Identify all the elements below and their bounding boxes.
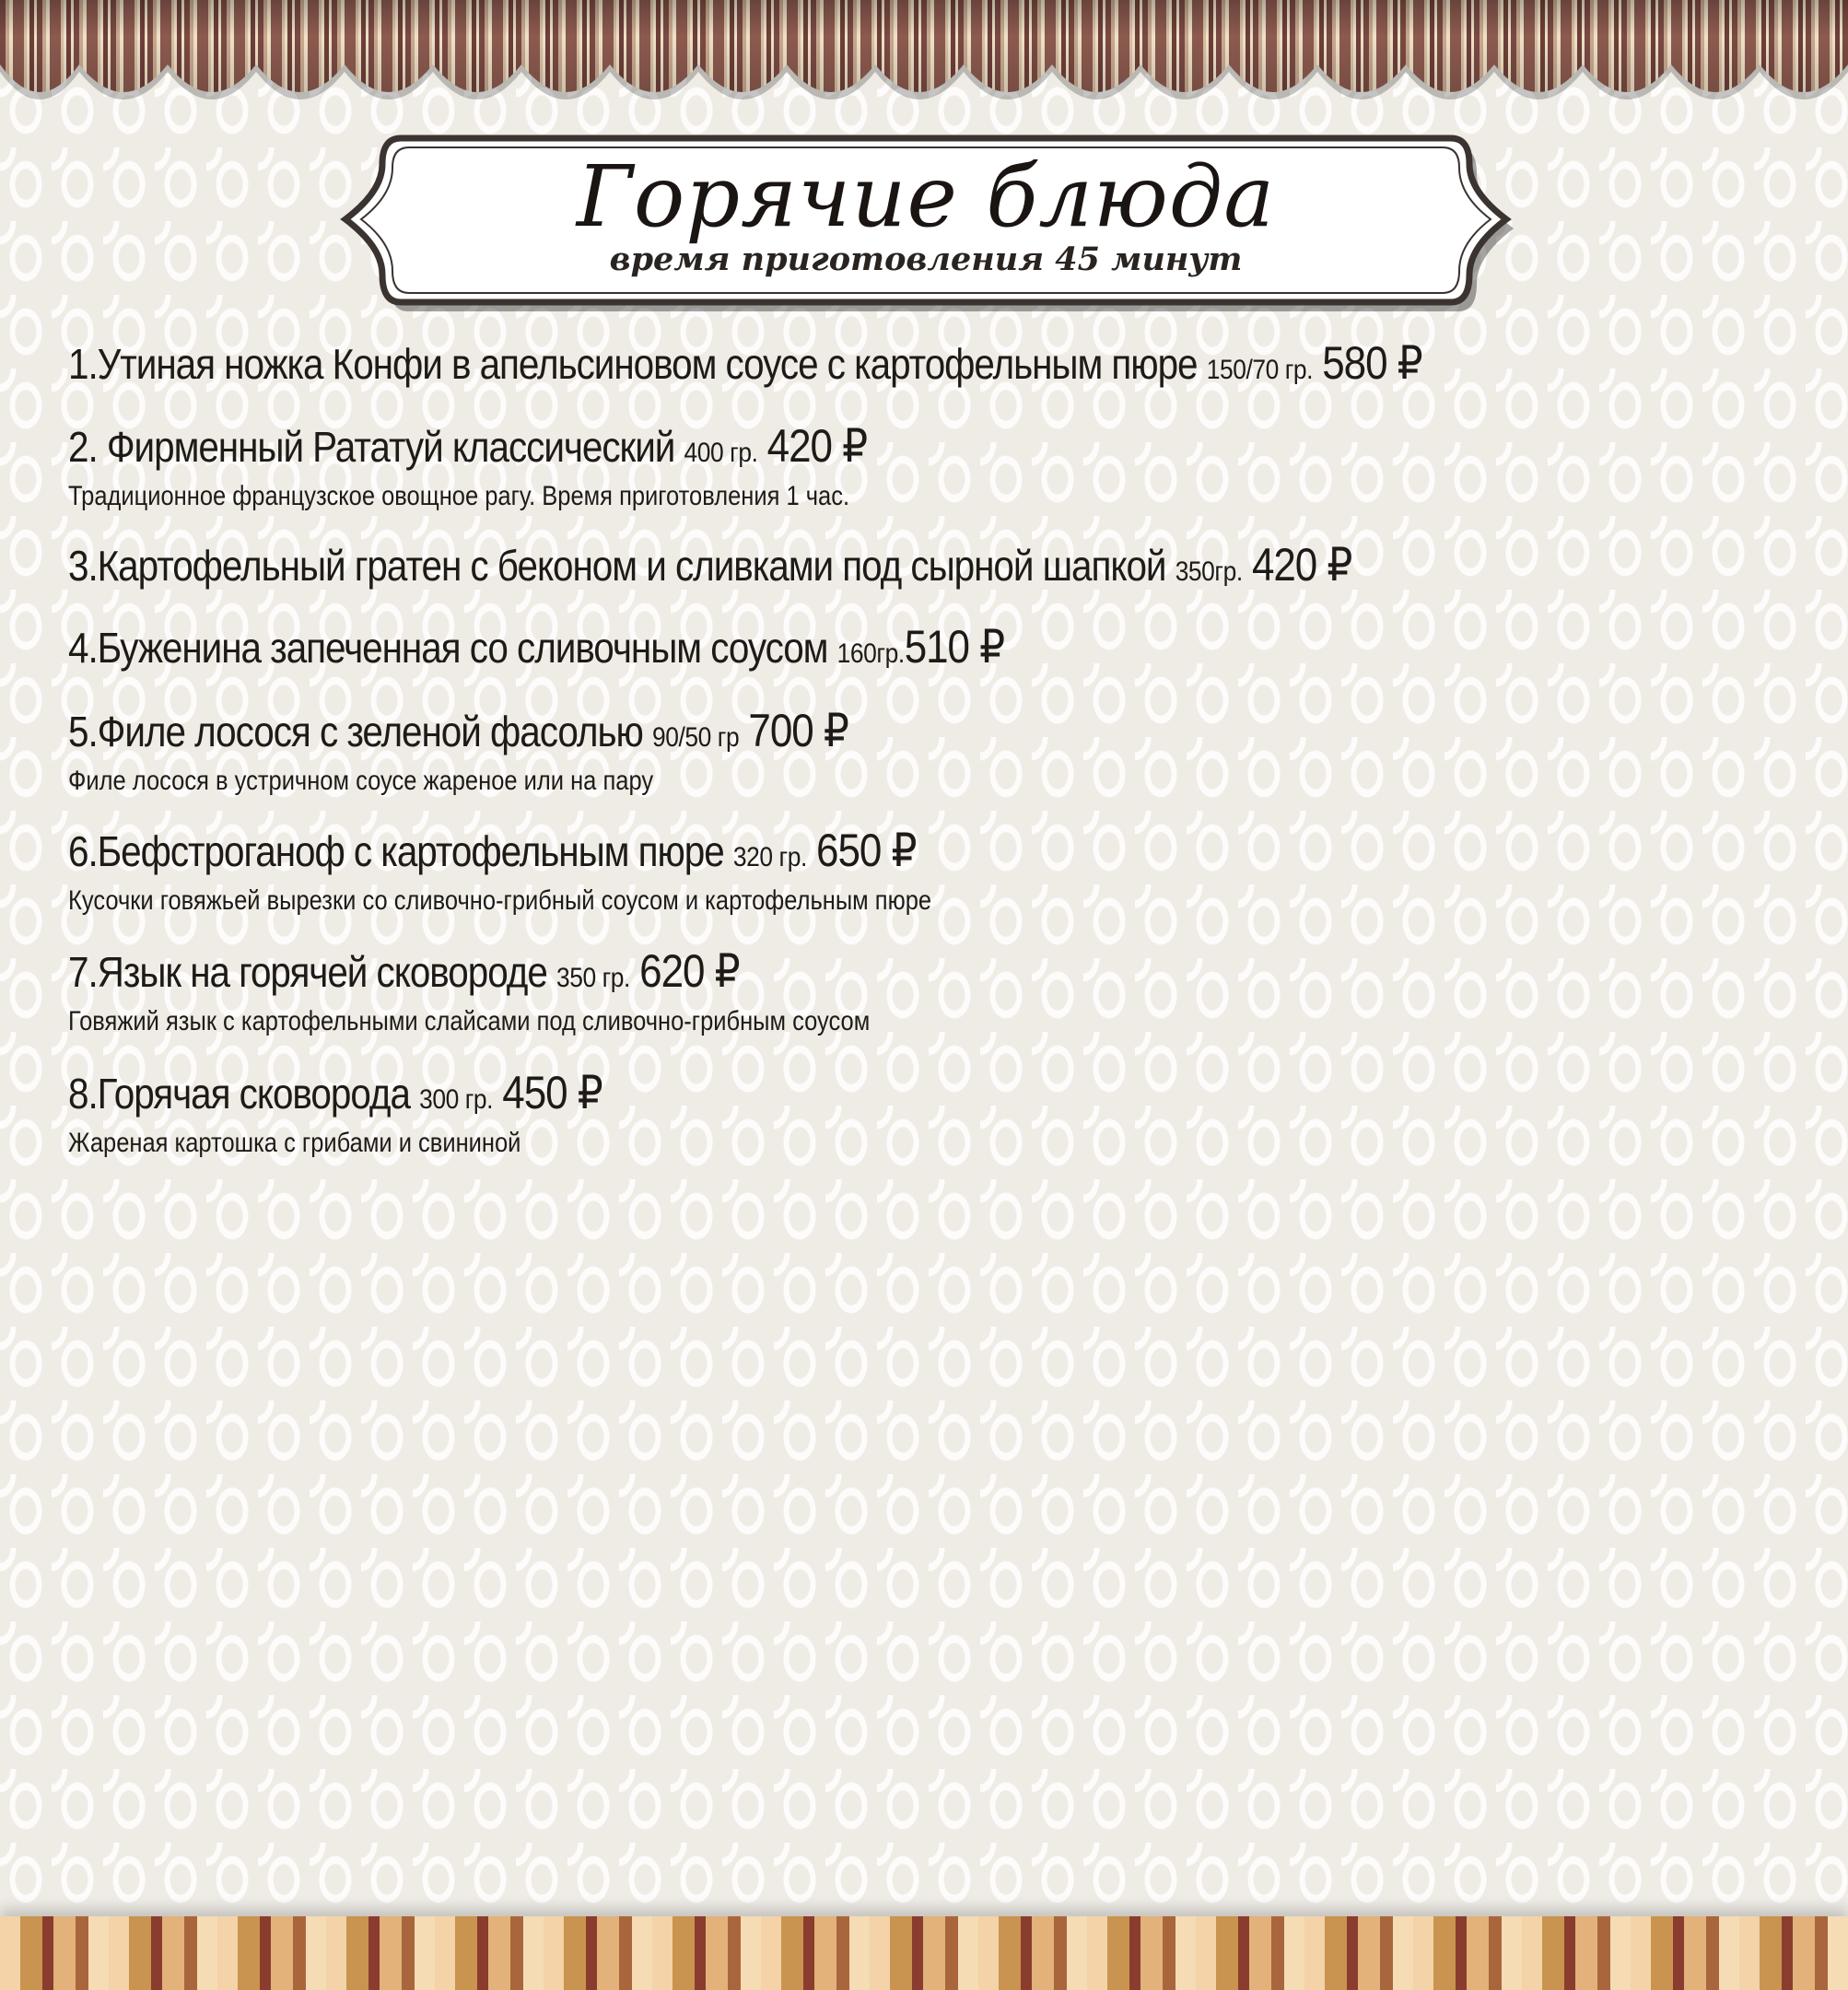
item-description: Филе лосося в устричном соусе жареное или на пару — [68, 766, 654, 796]
menu-item — [68, 944, 1800, 1038]
page-title: Горячие блюда — [576, 147, 1276, 246]
item-weight: 160гр. — [836, 638, 905, 669]
item-name: 6.Бефстроганоф с картофельным пюре — [68, 827, 724, 875]
item-price: 700 ₽ — [748, 705, 848, 756]
item-weight: 320 гр. — [732, 842, 807, 872]
item-description: Жареная картошка с грибами и свининой — [68, 1128, 521, 1158]
item-price: 650 ₽ — [816, 825, 917, 876]
item-price: 420 ₽ — [1251, 539, 1352, 591]
page-subtitle: время приготовления 45 минут — [609, 240, 1243, 278]
item-weight: 400 гр. — [684, 438, 758, 468]
title-plaque — [332, 127, 1520, 311]
item-name: 2. Фирменный Рататуй классический — [68, 423, 675, 471]
item-price: 420 ₽ — [766, 420, 868, 472]
item-price: 450 ₽ — [502, 1067, 602, 1118]
item-price: 510 ₽ — [904, 621, 1005, 673]
item-name: 8.Горячая сковорода — [68, 1070, 410, 1118]
item-name: 4.Буженина запеченная со сливочным соусом — [68, 624, 828, 672]
item-weight: 300 гр. — [419, 1084, 494, 1115]
menu-item — [68, 419, 1800, 513]
bottom-stripe-border — [0, 1916, 1848, 1990]
item-price: 580 ₽ — [1322, 337, 1422, 389]
item-weight: 350 гр. — [556, 963, 630, 993]
item-price: 620 ₽ — [639, 945, 740, 997]
item-name: 1.Утиная ножка Конфи в апельсиновом соусе с картофельным пюре — [68, 340, 1198, 388]
item-weight: 350гр. — [1175, 556, 1243, 587]
menu-item — [68, 620, 1800, 681]
item-name: 5.Филе лосося с зеленой фасолью — [68, 708, 643, 755]
menu-item — [68, 538, 1800, 599]
item-weight: 90/50 гр — [652, 722, 740, 753]
item-description: Кусочки говяжьей вырезки со сливочно-грибный соусом и картофельным пюре — [68, 885, 932, 916]
item-name: 3.Картофельный гратен с беконом и сливками под сырной шапкой — [68, 542, 1166, 590]
item-weight: 150/70 гр. — [1206, 355, 1314, 385]
item-name: 7.Язык на горячей сковороде — [68, 948, 547, 996]
item-description: Говяжий язык с картофельными слайсами под сливочно-грибным соусом — [68, 1006, 871, 1036]
menu-item — [68, 824, 1800, 918]
menu-item — [68, 704, 1800, 798]
striped-awning — [0, 0, 1848, 120]
menu-item — [68, 1066, 1800, 1160]
menu-item — [68, 336, 1800, 397]
item-description: Традиционное французское овощное рагу. Время приготовления 1 час. — [68, 481, 850, 511]
